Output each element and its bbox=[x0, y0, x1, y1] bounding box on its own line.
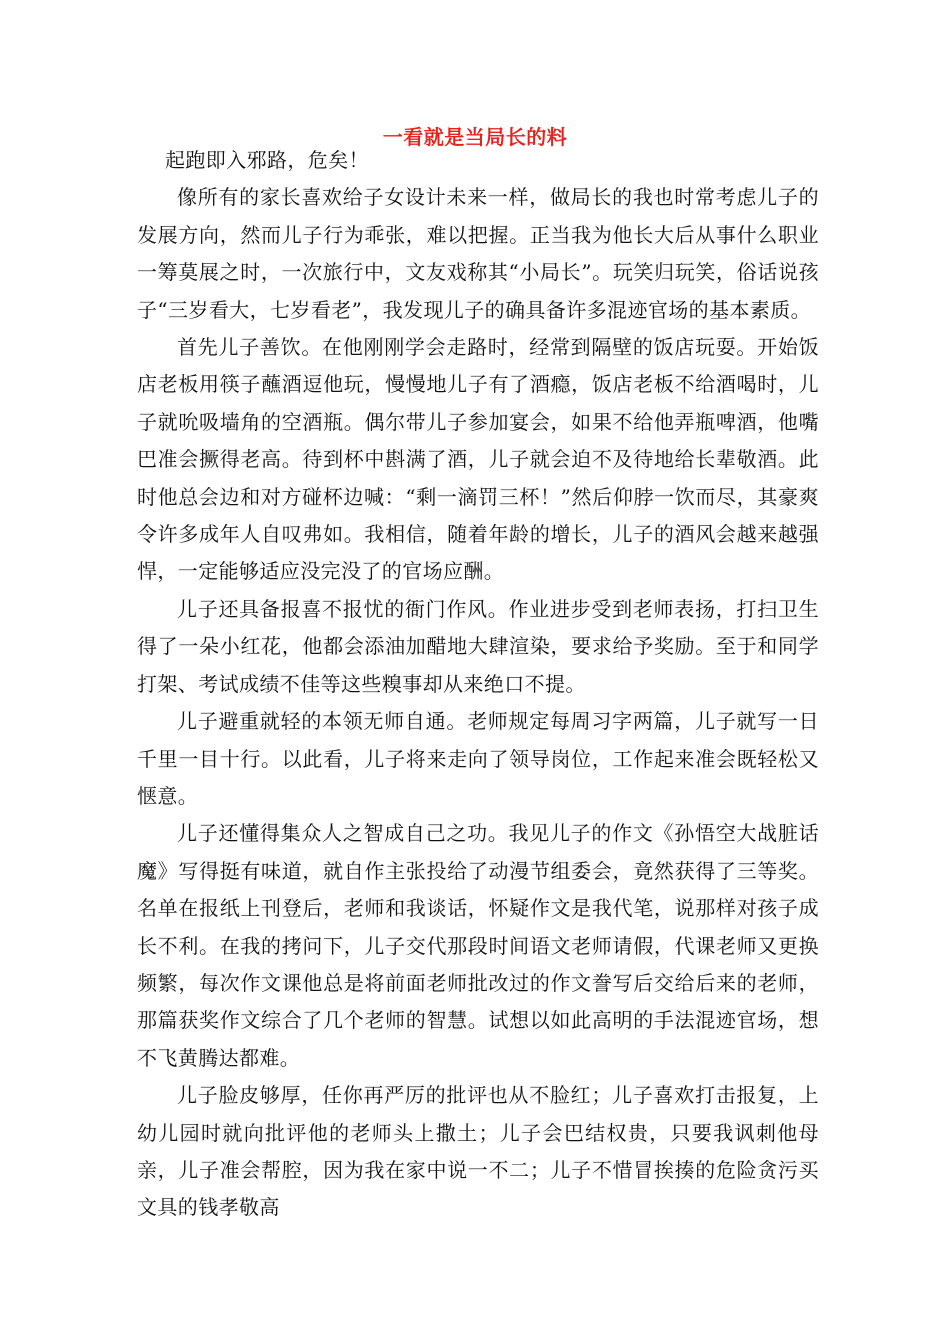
paragraph: 儿子避重就轻的本领无师自通。老师规定每周习字两篇，儿子就写一日千里一目十行。以此看，儿子将来走向了领导岗位，工作起来准会既轻松又惬意。 bbox=[137, 709, 819, 808]
paragraph: 儿子脸皮够厚，任你再严厉的批评也从不脸红；儿子喜欢打击报复，上幼儿园时就向批评他的老师头上撒土；儿子会巴结权贵，只要我讽刺他母亲，儿子准会帮腔，因为我在家中说一不二；儿子不惜冒挨揍的危险贪污买文具的钱孝敬高 bbox=[137, 1083, 819, 1220]
document-body bbox=[137, 142, 819, 1227]
document-title: 一看就是当局长的料 bbox=[382, 125, 568, 149]
lead-line: 起跑即入邪路，危矣！ bbox=[165, 148, 369, 172]
paragraph: 儿子还具备报喜不报忧的衙门作风。作业进步受到老师表扬，打扫卫生得了一朵小红花，他都会添油加醋地大肆渲染，要求给予奖励。至于和同学打架、考试成绩不佳等这些糗事却从来绝口不提。 bbox=[137, 596, 819, 696]
paragraph: 儿子还懂得集众人之智成自己之功。我见儿子的作文《孙悟空大战脏话魔》写得挺有味道，就自作主张投给了动漫节组委会，竟然获得了三等奖。名单在报纸上刊登后，老师和我谈话，怀疑作文是我代笔，说那样对孩子成长不利。在我的拷问下，儿子交代那段时间语文老师请假，代课老师又更换频繁，每次作文课他总是将前面老师批改过的作文誊写后交给后来的老师，那篇获奖作文综合了几个老师的智慧。试想以如此高明的手法混迹官场，想不飞黄腾达都难。 bbox=[137, 821, 819, 1070]
paragraph: 首先儿子善饮。在他刚刚学会走路时，经常到隔壁的饭店玩耍。开始饭店老板用筷子蘸酒逗他玩，慢慢地儿子有了酒瘾，饭店老板不给酒喝时，儿子就吮吸墙角的空酒瓶。偶尔带儿子参加宴会，如果不给他弄瓶啤酒，他嘴巴准会撅得老高。待到杯中斟满了酒，儿子就会迫不及待地给长辈敬酒。此时他总会边和对方碰杯边喊：“剩一滴罚三杯！”然后仰脖一饮而尽，其豪爽令许多成年人自叹弗如。我相信，随着年龄的增长，儿子的酒风会越来越强悍，一定能够适应没完没了的官场应酬。 bbox=[137, 335, 819, 584]
paragraph: 像所有的家长喜欢给子女设计未来一样，做局长的我也时常考虑儿子的发展方向，然而儿子行为乖张，难以把握。正当我为他长大后从事什么职业一筹莫展之时，一次旅行中，文友戏称其“小局长”。玩笑归玩笑，俗话说孩子“三岁看大，七岁看老”，我发现儿子的确具备许多混迹官场的基本素质。 bbox=[137, 185, 819, 322]
